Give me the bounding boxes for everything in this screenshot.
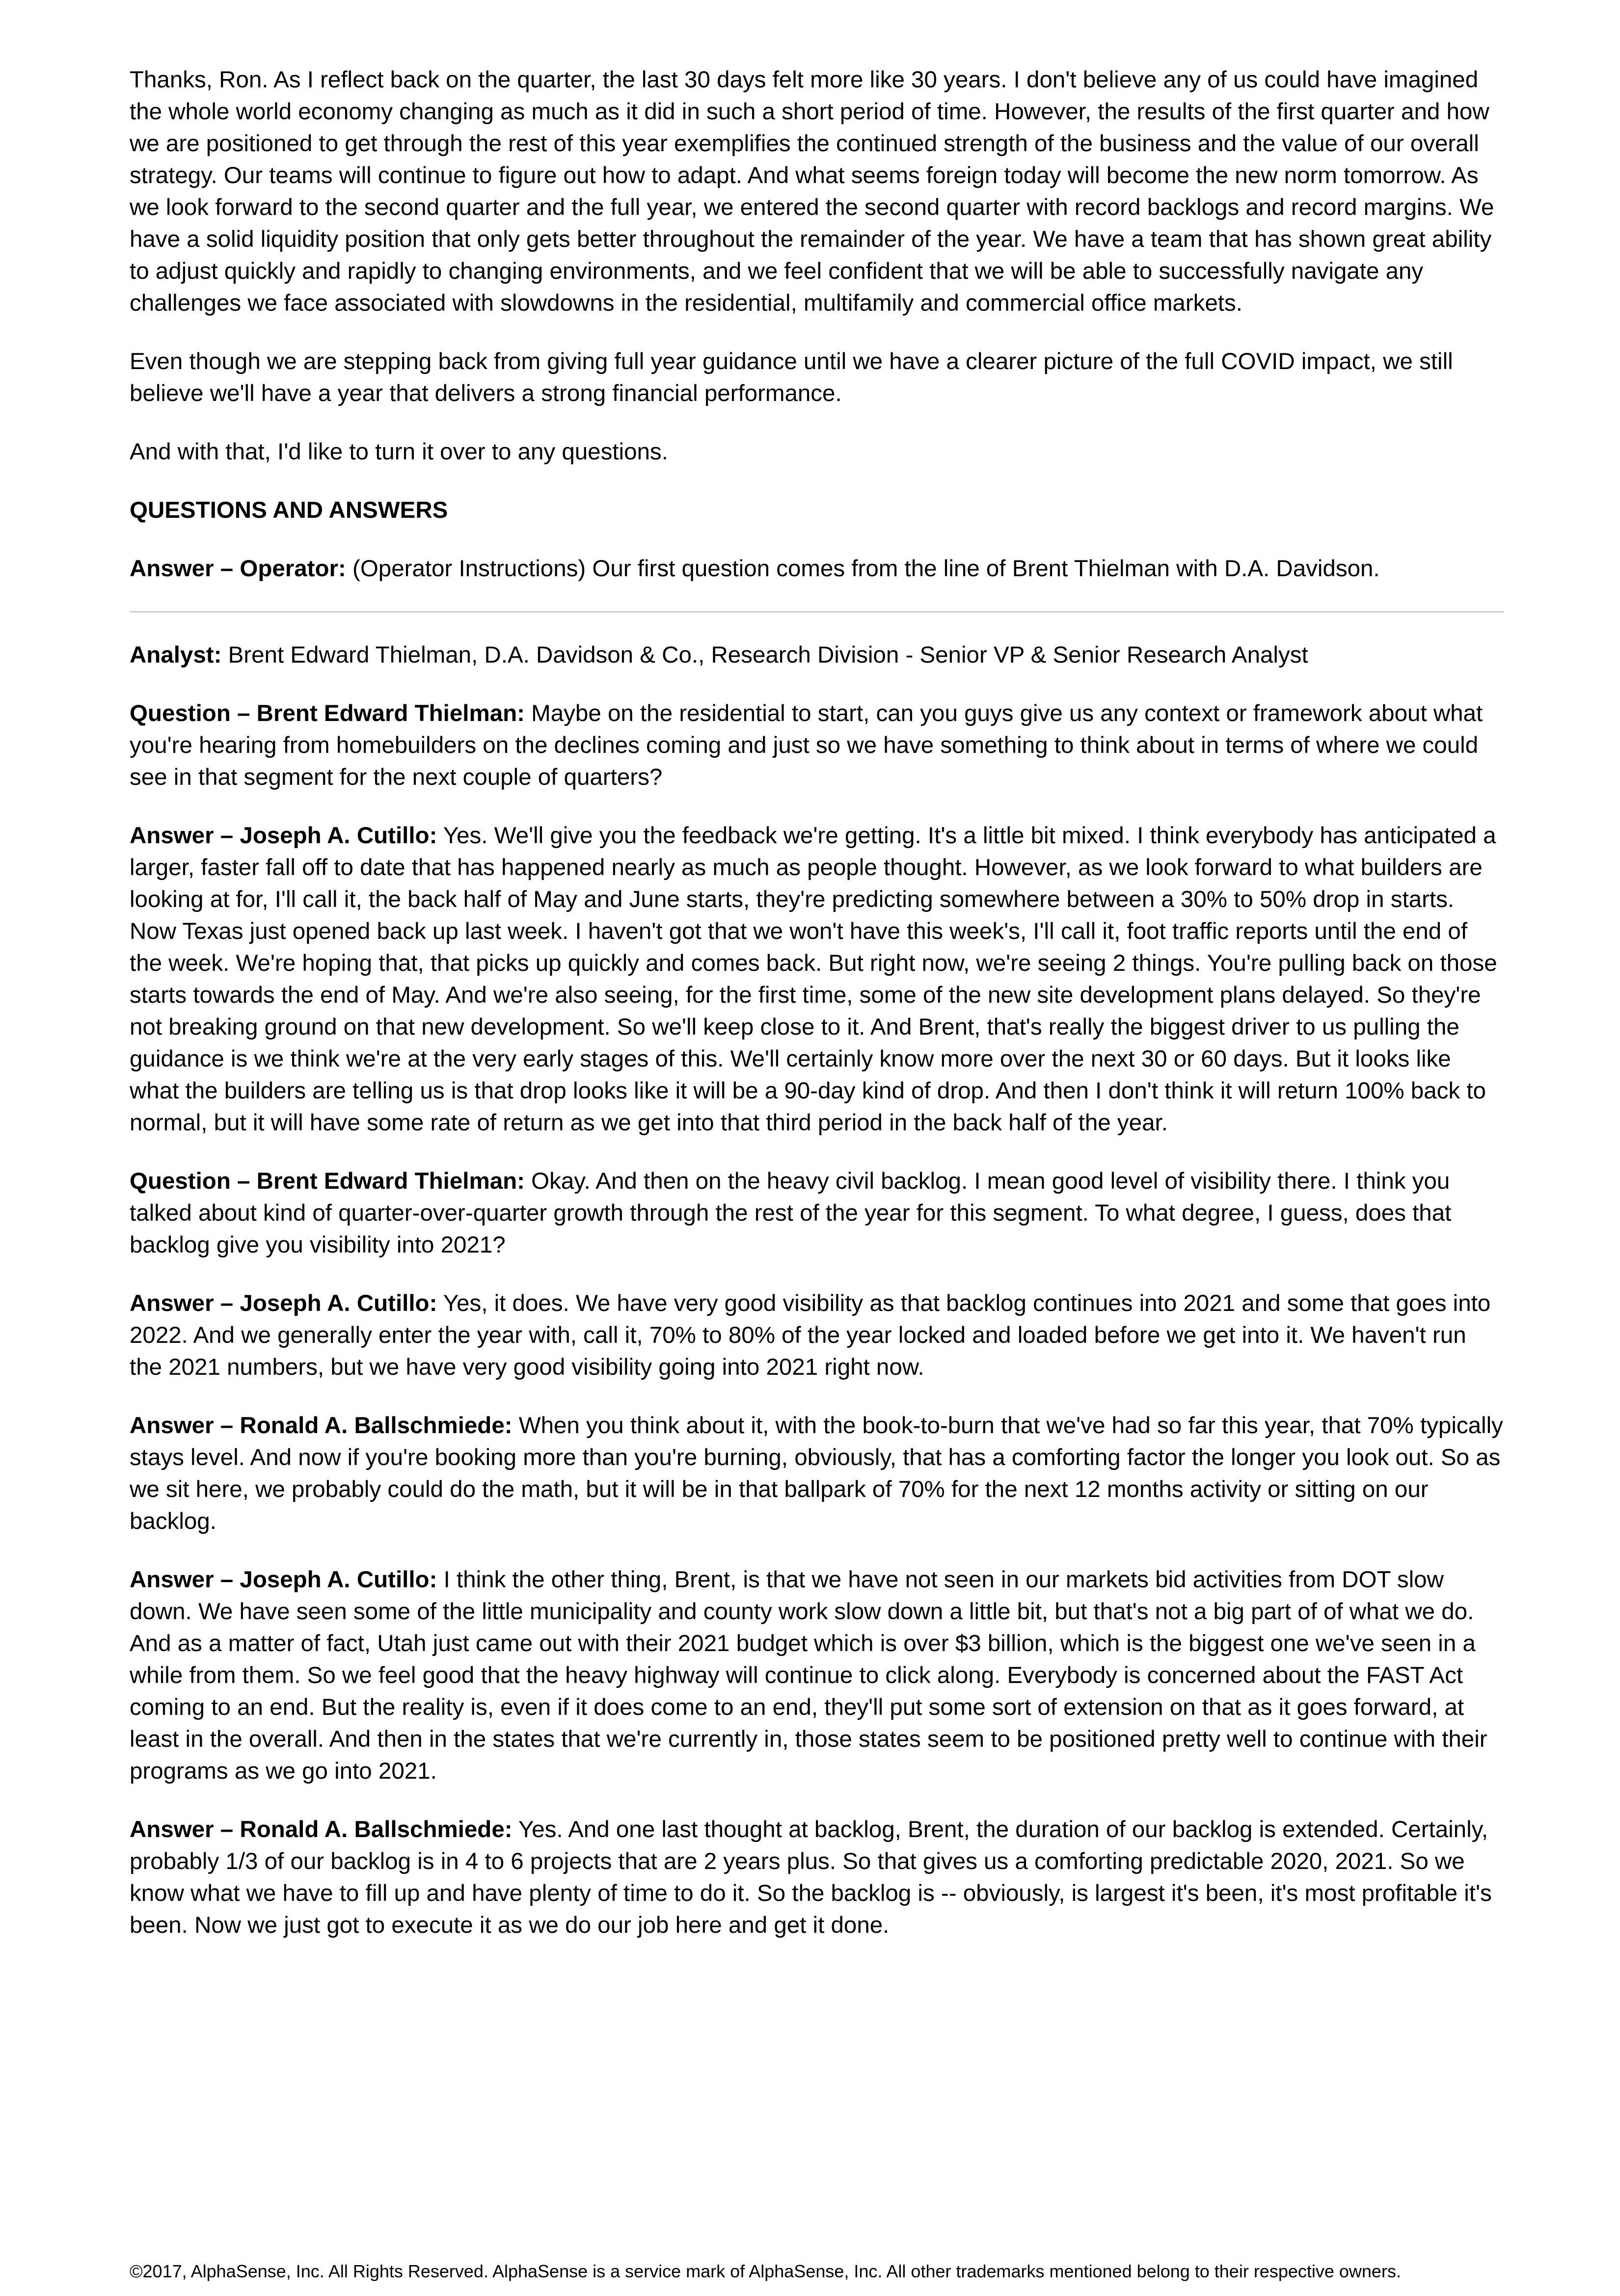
speaker-text: Maybe on the residential to start, can you guys give us any context or framework about what you're hearing from homebuilders on the declines coming and just so we have something to think about in terms of where we could see in that segment for the next couple of quarters? xyxy=(130,700,1483,790)
copyright-footer: ©2017, AlphaSense, Inc. All Rights Reserved. AlphaSense is a service mark of AlphaSense, Inc. All other trademarks mentioned belong to their respective owners. xyxy=(130,2261,1401,2281)
speaker-label: Analyst: xyxy=(130,642,222,668)
qa-exchange xyxy=(130,1564,1504,1787)
speaker-label: Question – Brent Edward Thielman: xyxy=(130,700,525,726)
analyst-line xyxy=(130,639,1504,671)
speaker-text: Yes. We'll give you the feedback we're getting. It's a little bit mixed. I think everybody has anticipated a larger, faster fall off to date that has happened nearly as much as people thought. However, as we look forward to what builders are looking at for, I'll call it, the back half of May and June starts, they're predicting somewhere between a 30% to 50% drop in starts. Now Texas just opened back up last week. I haven't got that we won't have this week's, I'll call it, foot traffic reports until the end of the week. We're hoping that, that picks up quickly and comes back. But right now, we're seeing 2 things. You're pulling back on those starts towards the end of May. And we're also seeing, for the first time, some of the new site development plans delayed. So they're not breaking ground on that new development. So we'll keep close to it. And Brent, that's really the biggest driver to us pulling the guidance is we think we're at the very early stages of this. We'll certainly know more over the next 30 or 60 days. But it looks like what the builders are telling us is that drop looks like it will be a 90-day kind of drop. And then I don't think it will return 100% back to normal, but it will have some rate of return as we get into that third period in the back half of the year. xyxy=(130,823,1497,1136)
speaker-label: Answer – Joseph A. Cutillo: xyxy=(130,823,437,849)
speaker-text: Brent Edward Thielman, D.A. Davidson & Co., Research Division - Senior VP & Senior Research Analyst xyxy=(221,642,1308,668)
operator-answer xyxy=(130,553,1504,585)
speaker-label: Answer – Operator: xyxy=(130,556,346,582)
qa-exchange xyxy=(130,1410,1504,1537)
qa-exchange xyxy=(130,697,1504,793)
speaker-label: Answer – Ronald A. Ballschmiede: xyxy=(130,1816,513,1842)
intro-paragraph: Even though we are stepping back from giving full year guidance until we have a clearer picture of the full COVID impact, we still believe we'll have a year that delivers a strong financial performance. xyxy=(130,348,1453,406)
speaker-text: I think the other thing, Brent, is that we have not seen in our markets bid activities from DOT slow down. We have seen some of the little municipality and county work slow down a little bit, but that's not a big part of of what we do. And as a matter of fact, Utah just came out with their 2021 budget which is over $3 billion, which is the biggest one we've seen in a while from them. So we feel good that the heavy highway will continue to click along. Everybody is concerned about the FAST Act coming to an end. But the reality is, even if it does come to an end, they'll put some sort of extension on that as it goes forward, at least in the overall. And then in the states that we're currently in, those states seem to be positioned pretty well to continue with their programs as we go into 2021. xyxy=(130,1567,1487,1784)
intro-paragraph: And with that, I'd like to turn it over to any questions. xyxy=(130,439,668,465)
speaker-label: Question – Brent Edward Thielman: xyxy=(130,1168,525,1194)
qa-exchange xyxy=(130,1814,1504,1941)
section-divider xyxy=(130,611,1504,613)
qa-exchange xyxy=(130,1287,1504,1383)
section-heading: QUESTIONS AND ANSWERS xyxy=(130,497,448,523)
qa-exchange xyxy=(130,820,1504,1139)
speaker-text: Yes. And one last thought at backlog, Brent, the duration of our backlog is extended. Certainly, probably 1/3 of our backlog is in 4 to 6 projects that are 2 years plus. So that gives us a comforting predictable 2020, 2021. So we know what we have to fill up and have plenty of time to do it. So the backlog is -- obviously, is largest it's been, it's most profitable it's been. Now we just got to execute it as we do our job here and get it done. xyxy=(130,1816,1492,1938)
qa-exchange xyxy=(130,1165,1504,1261)
transcript-body xyxy=(130,64,1504,1968)
speaker-label: Answer – Joseph A. Cutillo: xyxy=(130,1567,437,1593)
intro-paragraph: Thanks, Ron. As I reflect back on the quarter, the last 30 days felt more like 30 years. I don't believe any of us could have imagined the whole world economy changing as much as it did in such a short period of time. However, the results of the first quarter and how we are positioned to get through the rest of this year exemplifies the continued strength of the business and the value of our overall strategy. Our teams will continue to figure out how to adapt. And what seems foreign today will become the new norm tomorrow. As we look forward to the second quarter and the full year, we entered the second quarter with record backlogs and record margins. We have a solid liquidity position that only gets better throughout the remainder of the year. We have a team that has shown great ability to adjust quickly and rapidly to changing environments, and we feel confident that we will be able to successfully navigate any challenges we face associated with slowdowns in the residential, multifamily and commercial office markets. xyxy=(130,67,1494,316)
speaker-text: (Operator Instructions) Our first question comes from the line of Brent Thielman with D.A. Davidson. xyxy=(346,556,1380,582)
speaker-text: When you think about it, with the book-to-burn that we've had so far this year, that 70% typically stays level. And now if you're booking more than you're burning, obviously, that has a comforting factor the longer you look out. So as we sit here, we probably could do the math, but it will be in that ballpark of 70% for the next 12 months activity or sitting on our backlog. xyxy=(130,1413,1503,1534)
speaker-text: Okay. And then on the heavy civil backlog. I mean good level of visibility there. I think you talked about kind of quarter-over-quarter growth through the rest of the year for this segment. To what degree, I guess, does that backlog give you visibility into 2021? xyxy=(130,1168,1452,1258)
speaker-label: Answer – Joseph A. Cutillo: xyxy=(130,1290,437,1316)
speaker-label: Answer – Ronald A. Ballschmiede: xyxy=(130,1413,513,1439)
speaker-text: Yes, it does. We have very good visibility as that backlog continues into 2021 and some that goes into 2022. And we generally enter the year with, call it, 70% to 80% of the year locked and loaded before we get into it. We haven't run the 2021 numbers, but we have very good visibility going into 2021 right now. xyxy=(130,1290,1491,1380)
